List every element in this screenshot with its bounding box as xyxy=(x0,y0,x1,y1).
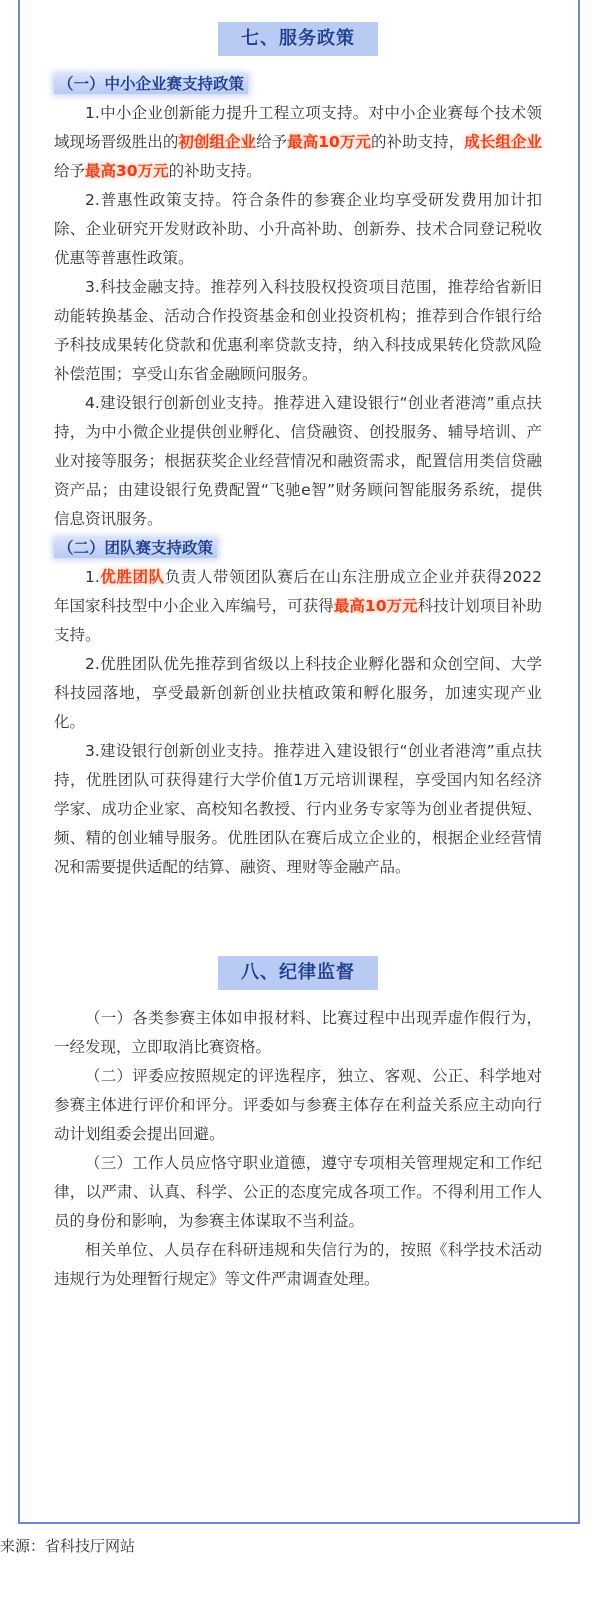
discipline-1: （一）各类参赛主体如申报材料、比赛过程中出现弄虚作假行为，一经发现，立即取消比赛资格。 xyxy=(54,1009,542,1056)
section-gap xyxy=(54,882,542,934)
sme-policy-2: 2.普惠性政策支持。符合条件的参赛企业均享受研发费用加计扣除、企业研究开发财政补助、小升高补助、创新券、技术合同登记税收优惠等普惠性政策。 xyxy=(54,191,542,267)
section-8-heading: 八、纪律监督 xyxy=(218,956,378,990)
team-policy-1: 1.优胜团队负责人带领团队赛后在山东注册成立企业并获得2022年国家科技型中小企业入库编号，可获得最高10万元科技计划项目补助支持。 xyxy=(54,568,542,644)
section-7-heading: 七、服务政策 xyxy=(218,22,378,56)
sme-policy-1: 1.中小企业创新能力提升工程立项支持。对中小企业赛每个技术领域现场晋级胜出的初创组企业给予最高10万元的补助支持，成长组企业给予最高30万元的补助支持。 xyxy=(54,104,542,180)
sme-policy-3: 3.科技金融支持。推荐列入科技股权投资项目范围，推荐给省新旧动能转换基金、活动合作投资基金和创业投资机构；推荐到合作银行给予科技成果转化贷款和优惠利率贷款支持，纳入科技成果转化贷款风险补偿范围；享受山东省金融顾问服务。 xyxy=(54,278,542,383)
discipline-2: （二）评委应按照规定的评选程序，独立、客观、公正、科学地对参赛主体进行评价和评分。评委如与参赛主体存在利益关系应主动向行动计划组委会提出回避。 xyxy=(54,1067,542,1143)
team-policy-2: 2.优胜团队优先推荐到省级以上科技企业孵化器和众创空间、大学科技园落地，享受最新创新创业扶植政策和孵化服务，加速实现产业化。 xyxy=(54,655,542,731)
subsection-sme-heading: （一）中小企业赛支持政策 xyxy=(54,70,542,99)
source-footer: 来源：省科技厅网站 xyxy=(0,1537,136,1555)
sme-policy-4: 4.建设银行创新创业支持。推荐进入建设银行“创业者港湾”重点扶持，为中小微企业提供创业孵化、信贷融资、创投服务、辅导培训、产业对接等服务；根据获奖企业经营情况和融资需求，配置信用类信贷融资产品；由建设银行免费配置“飞驰e智”财务顾问智能服务系统，提供信息资讯服务。 xyxy=(54,394,542,528)
discipline-4: 相关单位、人员存在科研违规和失信行为的，按照《科学技术活动违规行为处理暂行规定》等文件严肃调查处理。 xyxy=(54,1241,542,1288)
team-policy-3: 3.建设银行创新创业支持。推荐进入建设银行“创业者港湾”重点扶持，优胜团队可获得建行大学价值1万元培训课程，享受国内知名经济学家、成功企业家、高校知名教授、行内业务专家等为创业者提供短、频、精的创业辅导服务。优胜团队在赛后成立企业的，根据企业经营情况和需要提供适配的结算、融资、理财等金融产品。 xyxy=(54,742,542,876)
subsection-team-heading: （二）团队赛支持政策 xyxy=(54,534,542,563)
article-content xyxy=(54,0,542,1294)
discipline-3: （三）工作人员应恪守职业道德，遵守专项相关管理规定和工作纪律，以严肃、认真、科学、公正的态度完成各项工作。不得利用工作人员的身份和影响，为参赛主体谋取不当利益。 xyxy=(54,1154,542,1230)
